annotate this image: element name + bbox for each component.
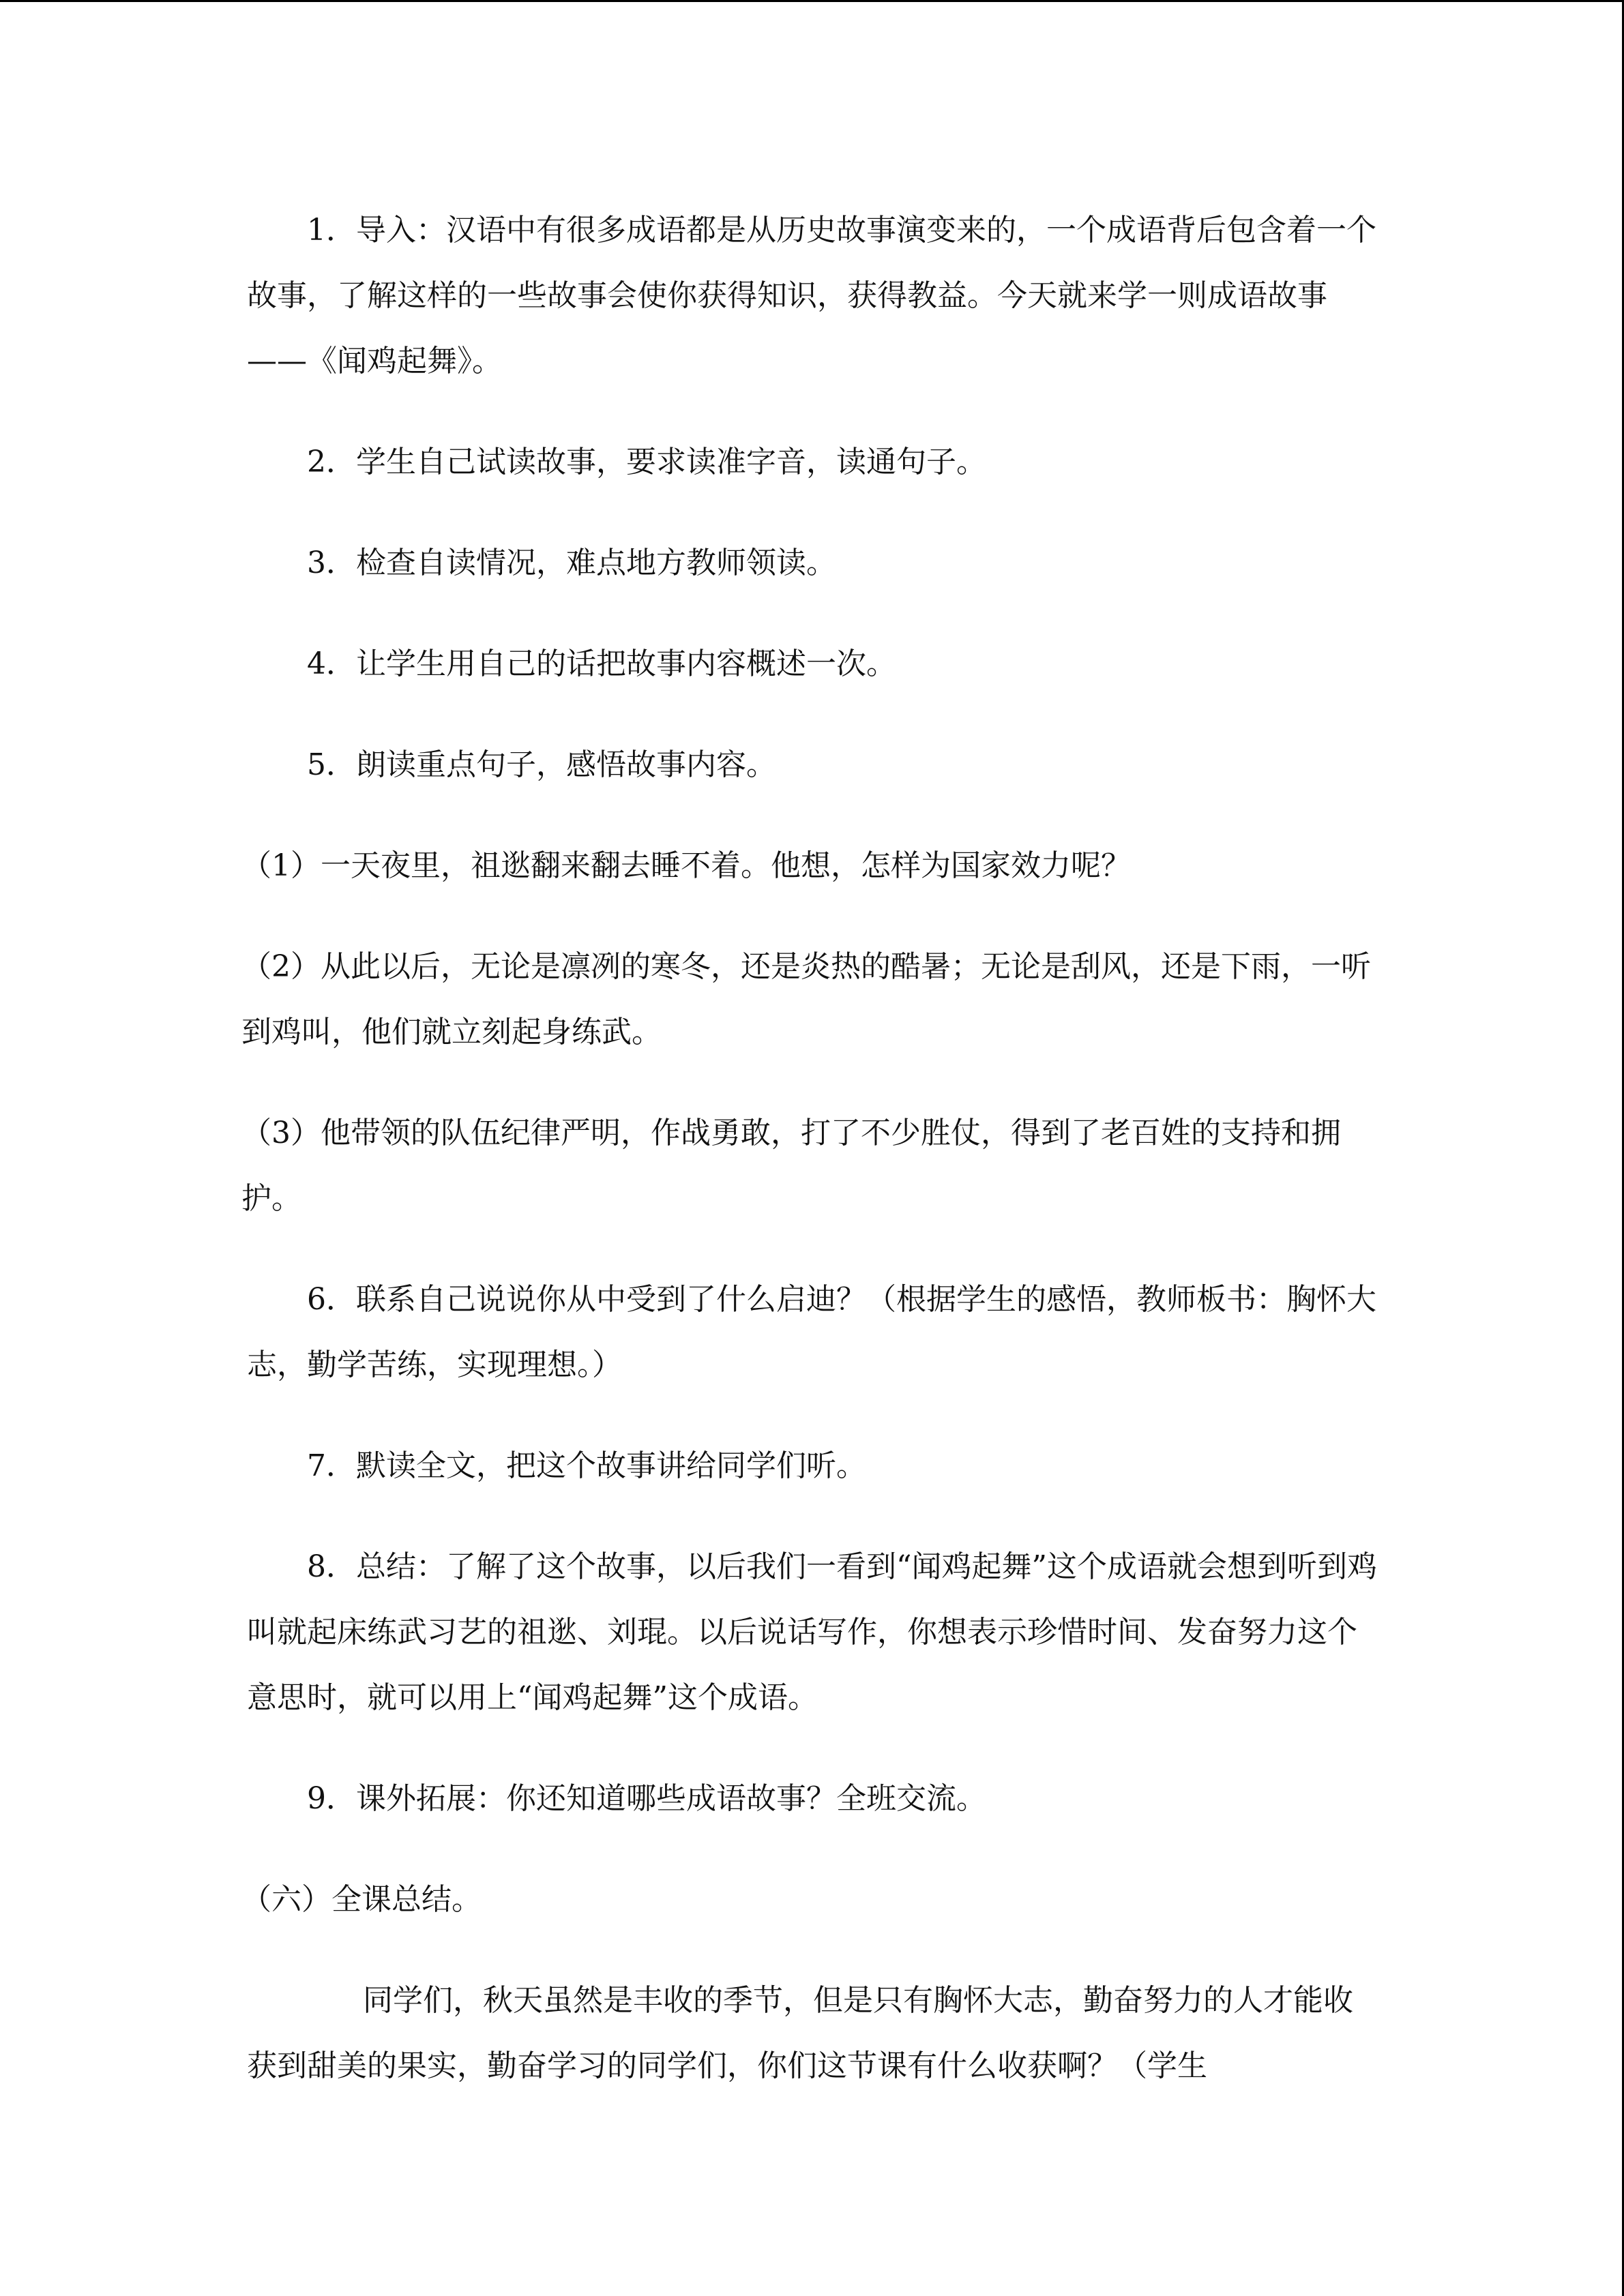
paragraph-step-4: 4．让学生用自己的话把故事内容概述一次。	[307, 646, 896, 681]
paragraph-step-6: 6．联系自己说说你从中受到了什么启迪？（根据学生的感悟，教师板书：胸怀大志，勤学苦练，实现理想。）	[247, 1282, 1376, 1382]
paragraph-step-9: 9．课外拓展：你还知道哪些成语故事？全班交流。	[307, 1781, 986, 1816]
paragraph-step-7: 7．默读全文，把这个故事讲给同学们听。	[307, 1448, 866, 1483]
paragraph-step-5: 5．朗读重点句子，感悟故事内容。	[307, 747, 776, 782]
paragraph-step-3: 3．检查自读情况，难点地方教师领读。	[307, 546, 836, 580]
paragraph-step-8: 8．总结：了解了这个故事，以后我们一看到“闻鸡起舞”这个成语就会想到听到鸡叫就起床练武习艺的祖逖、刘琨。以后说话写作，你想表示珍惜时间、发奋努力这个意思时，就可以用上“闻鸡起舞”这个成语。	[247, 1549, 1377, 1715]
section-heading-summary: （六）全课总结。	[241, 1882, 482, 1917]
paragraph-sentence-2: （2）从此以后，无论是凛冽的寒冬，还是炎热的酷暑；无论是刮风，还是下雨，一听到鸡叫，他们就立刻起身练武。	[241, 949, 1371, 1049]
paragraph-step-2: 2．学生自己试读故事，要求读准字音，读通句子。	[307, 445, 986, 479]
paragraph-sentence-3: （3）他带领的队伍纪律严明，作战勇敢，打了不少胜仗，得到了老百姓的支持和拥护。	[241, 1116, 1341, 1216]
paragraph-intro: 1．导入：汉语中有很多成语都是从历史故事演变来的，一个成语背后包含着一个故事，了解这样的一些故事会使你获得知识，获得教益。今天就来学一则成语故事——《闻鸡起舞》。	[247, 213, 1376, 378]
paragraph-sentence-1: （1）一天夜里，祖逖翻来翻去睡不着。他想，怎样为国家效力呢？	[241, 848, 1131, 883]
page-border-top	[0, 0, 1624, 2]
document-body	[241, 198, 1379, 2134]
paragraph-summary: 同学们，秋天虽然是丰收的季节，但是只有胸怀大志，勤奋努力的人才能收获到甜美的果实，勤奋学习的同学们，你们这节课有什么收获啊？（学生	[247, 1983, 1353, 2083]
